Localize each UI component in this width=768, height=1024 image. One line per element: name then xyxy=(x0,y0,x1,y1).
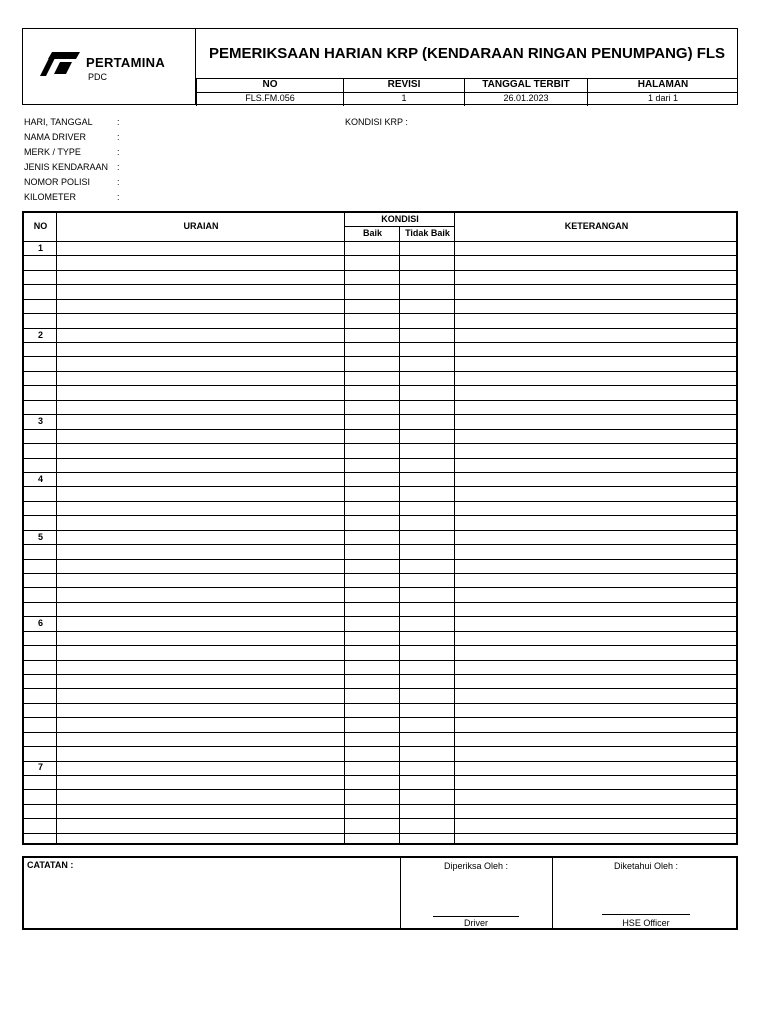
meta-header-row xyxy=(196,78,738,93)
field-label-nopol: NOMOR POLISI xyxy=(24,177,91,187)
table-row-line xyxy=(24,472,736,473)
table-row-line xyxy=(24,559,736,560)
table-row-line xyxy=(24,385,736,386)
signature-footer xyxy=(22,856,738,930)
table-row-line xyxy=(24,371,736,372)
header-bottom-line xyxy=(24,241,736,242)
table-row-line xyxy=(24,717,736,718)
table-row-line xyxy=(24,270,736,271)
col-header-no: NO xyxy=(33,221,48,231)
group-number: 1 xyxy=(37,243,43,253)
table-row-line xyxy=(24,400,736,401)
meta-value-row xyxy=(196,92,738,106)
table-row-line xyxy=(24,443,736,444)
table-row-line xyxy=(24,544,736,545)
diketahui-label: Diketahui Oleh : xyxy=(613,861,679,871)
field-label-jenis: JENIS KENDARAAN xyxy=(24,162,109,172)
logo-sub: PDC xyxy=(88,72,108,82)
table-row-line xyxy=(24,645,736,646)
table-row-line xyxy=(24,833,736,834)
field-colon: : xyxy=(117,162,120,172)
table-row-line xyxy=(24,356,736,357)
table-row-line xyxy=(24,458,736,459)
table-row-line xyxy=(24,515,736,516)
hse-signature-line xyxy=(602,914,690,915)
table-row-line xyxy=(24,530,736,531)
table-row-line xyxy=(24,616,736,617)
table-row-line xyxy=(24,587,736,588)
field-label-hari: HARI, TANGGAL xyxy=(24,117,93,127)
driver-signature-line xyxy=(433,916,519,917)
inspection-table xyxy=(22,211,738,845)
kondisi-krp-label: KONDISI KRP : xyxy=(345,117,408,127)
field-colon: : xyxy=(117,117,120,127)
field-label-km: KILOMETER xyxy=(24,192,77,202)
col-header-kondisi: KONDISI xyxy=(381,214,419,224)
meta-value-revisi: 1 xyxy=(343,93,464,106)
column-divider xyxy=(56,213,57,843)
meta-label-no: NO xyxy=(196,79,343,93)
pertamina-logo-icon xyxy=(40,50,86,76)
diperiksa-cell xyxy=(400,858,552,928)
kondisi-subheader-line xyxy=(344,226,454,227)
table-row-line xyxy=(24,414,736,415)
logo-name: PERTAMINA xyxy=(86,55,166,70)
group-number: 4 xyxy=(37,473,43,484)
meta-label-tanggal: TANGGAL TERBIT xyxy=(464,79,587,93)
table-row-line xyxy=(24,328,736,329)
table-row-line xyxy=(24,818,736,819)
column-divider xyxy=(454,213,455,843)
field-colon: : xyxy=(117,192,120,202)
table-row-line xyxy=(24,313,736,314)
col-header-keterangan: KETERANGAN xyxy=(564,221,629,231)
group-number: 7 xyxy=(37,762,43,773)
diperiksa-label: Diperiksa Oleh : xyxy=(443,861,509,871)
table-row-line xyxy=(24,804,736,805)
table-row-line xyxy=(24,789,736,790)
col-header-uraian: URAIAN xyxy=(183,221,219,231)
table-row-line xyxy=(24,602,736,603)
meta-label-revisi: REVISI xyxy=(343,79,464,93)
field-label-merk: MERK / TYPE xyxy=(24,147,81,157)
table-row-line xyxy=(24,573,736,574)
document-title: PEMERIKSAAN HARIAN KRP (KENDARAAN RINGAN PENUMPANG) FLS xyxy=(208,44,726,62)
table-row-line xyxy=(24,761,736,762)
table-row-line xyxy=(24,429,736,430)
table-row-line xyxy=(24,501,736,502)
table-row-line xyxy=(24,703,736,704)
table-row-line xyxy=(24,746,736,747)
table-row-line xyxy=(24,775,736,776)
meta-label-halaman: HALAMAN xyxy=(587,79,738,93)
table-row-line xyxy=(24,255,736,256)
field-label-driver: NAMA DRIVER xyxy=(24,132,87,142)
hse-label: HSE Officer xyxy=(622,918,670,928)
table-row-line xyxy=(24,284,736,285)
group-number: 6 xyxy=(37,618,43,629)
col-header-baik: Baik xyxy=(362,228,382,238)
meta-value-tanggal: 26.01.2023 xyxy=(464,93,587,106)
column-divider xyxy=(399,227,400,843)
table-row-line xyxy=(24,660,736,661)
table-row-line xyxy=(24,342,736,343)
meta-value-no: FLS.FM.056 xyxy=(196,93,343,106)
group-number: 2 xyxy=(37,329,43,340)
field-colon: : xyxy=(117,132,120,142)
table-row-line xyxy=(24,732,736,733)
catatan-label: CATATAN : xyxy=(27,860,74,870)
column-divider xyxy=(344,213,345,843)
field-colon: : xyxy=(117,147,120,157)
table-row-line xyxy=(24,674,736,675)
driver-label: Driver xyxy=(464,918,488,928)
group-number: 3 xyxy=(37,416,43,427)
diketahui-cell xyxy=(552,858,738,928)
table-row-line xyxy=(24,299,736,300)
table-row-line xyxy=(24,688,736,689)
field-colon: : xyxy=(117,177,120,187)
group-number: 5 xyxy=(37,531,43,542)
col-header-tidak-baik: Tidak Baik xyxy=(405,228,450,238)
meta-value-halaman: 1 dari 1 xyxy=(587,93,738,106)
table-row-line xyxy=(24,486,736,487)
table-row-line xyxy=(24,631,736,632)
